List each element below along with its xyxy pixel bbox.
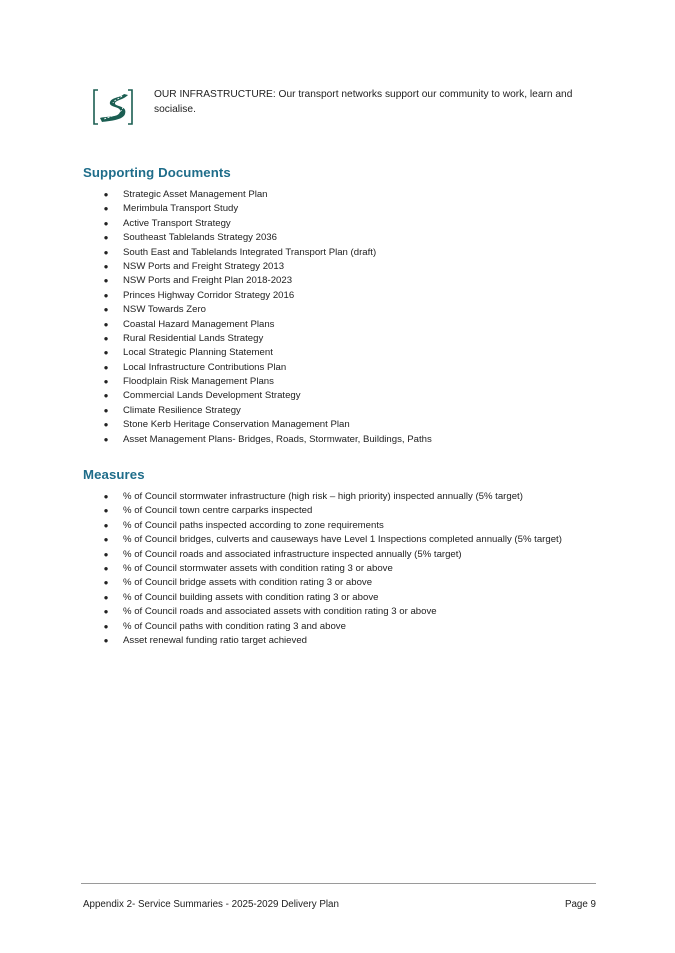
bullet-icon: ● [103,218,109,228]
supporting-document-item-text: NSW Towards Zero [123,304,206,316]
bullet-icon: ● [103,621,109,631]
bullet-icon: ● [103,405,109,415]
measure-item [101,533,562,547]
measure-item-text: % of Council paths with condition rating 3 and above [123,620,346,632]
bullet-icon: ● [103,190,109,199]
bullet-icon: ● [103,261,109,271]
measure-item [101,504,562,518]
bullet-icon: ● [103,420,109,430]
supporting-document-item [101,274,432,288]
measure-item [101,634,562,648]
bullet-icon: ● [103,607,109,617]
bullet-icon: ● [103,333,109,343]
supporting-document-item-text: Local Strategic Planning Statement [123,347,273,359]
bullet-icon: ● [103,563,109,573]
supporting-document-item-text: Southeast Tablelands Strategy 2036 [123,232,277,244]
bullet-icon: ● [103,276,109,286]
supporting-document-item-text: Floodplain Risk Management Plans [123,376,274,388]
supporting-document-item-text: Merimbula Transport Study [123,203,239,215]
bullet-icon: ● [103,377,109,387]
supporting-document-item [101,346,432,360]
supporting-document-item-text: NSW Ports and Freight Strategy 2013 [123,260,285,272]
supporting-document-item-text: South East and Tablelands Integrated Transport Plan (draft) [123,246,377,258]
measure-item-text: % of Council town centre carparks inspected [123,505,313,517]
measure-item-text: % of Council paths inspected according to zone requirements [123,519,384,531]
bullet-icon: ● [103,506,109,516]
supporting-document-item-text: Asset Management Plans- Bridges, Roads, Stormwater, Buildings, Paths [123,433,432,445]
measure-item [101,605,562,619]
supporting-document-item [101,361,432,375]
measure-item-text: % of Council bridges, culverts and causeways have Level 1 Inspections completed annually (5% target) [123,534,562,546]
supporting-document-item-text: Local Infrastructure Contributions Plan [123,361,287,373]
supporting-document-item-text: Princes Highway Corridor Strategy 2016 [123,289,295,301]
supporting-document-item [101,260,432,274]
footer-title: Appendix 2- Service Summaries - 2025-2029 Delivery Plan [83,899,339,910]
measure-item-text: % of Council roads and associated infrastructure inspected annually (5% target) [123,548,462,560]
measure-item [101,562,562,576]
bullet-icon: ● [103,492,109,501]
bullet-icon: ● [103,549,109,559]
supporting-document-item-text: Commercial Lands Development Strategy [123,390,301,402]
bullet-icon: ● [103,348,109,358]
measure-item-text: % of Council stormwater infrastructure (high risk – high priority) inspected annually (5% target) [123,491,523,502]
supporting-document-item-text: Rural Residential Lands Strategy [123,332,264,344]
bullet-icon: ● [103,233,109,243]
measure-item [101,519,562,533]
supporting-document-item [101,433,432,447]
bullet-icon: ● [103,290,109,300]
intro-text: OUR INFRASTRUCTURE: Our transport networks support our community to work, learn and socialise. [154,89,573,115]
supporting-document-item-text: NSW Ports and Freight Plan 2018-2023 [123,275,293,287]
bullet-icon: ● [103,247,109,257]
bullet-icon: ● [103,319,109,329]
bullet-icon: ● [103,362,109,372]
measure-item-text: Asset renewal funding ratio target achieved [123,634,307,646]
supporting-document-item [101,375,432,389]
supporting-document-item-text: Coastal Hazard Management Plans [123,318,275,330]
bullet-icon: ● [103,391,109,401]
supporting-document-item [101,389,432,403]
bullet-icon: ● [103,520,109,530]
supporting-documents-list [101,188,432,447]
bullet-icon: ● [103,535,109,545]
supporting-document-item [101,188,432,202]
bullet-icon: ● [103,305,109,315]
supporting-document-item [101,332,432,346]
supporting-document-item-text: Active Transport Strategy [123,217,231,229]
supporting-document-item-text: Stone Kerb Heritage Conservation Management Plan [123,419,350,431]
road-winding-icon [92,88,134,126]
measure-item-text: % of Council bridge assets with condition rating 3 or above [123,577,373,589]
supporting-document-item [101,318,432,332]
bullet-icon: ● [103,434,109,444]
supporting-document-item [101,404,432,418]
footer-divider [81,883,596,884]
page-number: Page 9 [564,899,596,910]
measure-item [101,620,562,634]
supporting-document-item [101,418,432,432]
supporting-document-item [101,303,432,317]
measure-item [101,591,562,605]
measures-heading: Measures [83,467,145,482]
supporting-document-item [101,217,432,231]
measure-item-text: % of Council roads and associated assets with condition rating 3 or above [123,606,437,618]
measures-list [101,490,562,648]
measure-item [101,576,562,590]
supporting-document-item [101,231,432,245]
supporting-document-item [101,289,432,303]
bullet-icon: ● [103,578,109,588]
supporting-document-item-text: Strategic Asset Management Plan [123,189,268,200]
bullet-icon: ● [103,204,109,214]
measure-item-text: % of Council stormwater assets with condition rating 3 or above [123,562,393,574]
supporting-document-item-text: Climate Resilience Strategy [123,404,241,416]
measure-item [101,548,562,562]
supporting-document-item [101,246,432,260]
bullet-icon: ● [103,635,109,645]
supporting-documents-heading: Supporting Documents [83,165,231,180]
supporting-document-item [101,202,432,216]
measure-item [101,490,562,504]
bullet-icon: ● [103,592,109,602]
measure-item-text: % of Council building assets with condition rating 3 or above [123,591,379,603]
